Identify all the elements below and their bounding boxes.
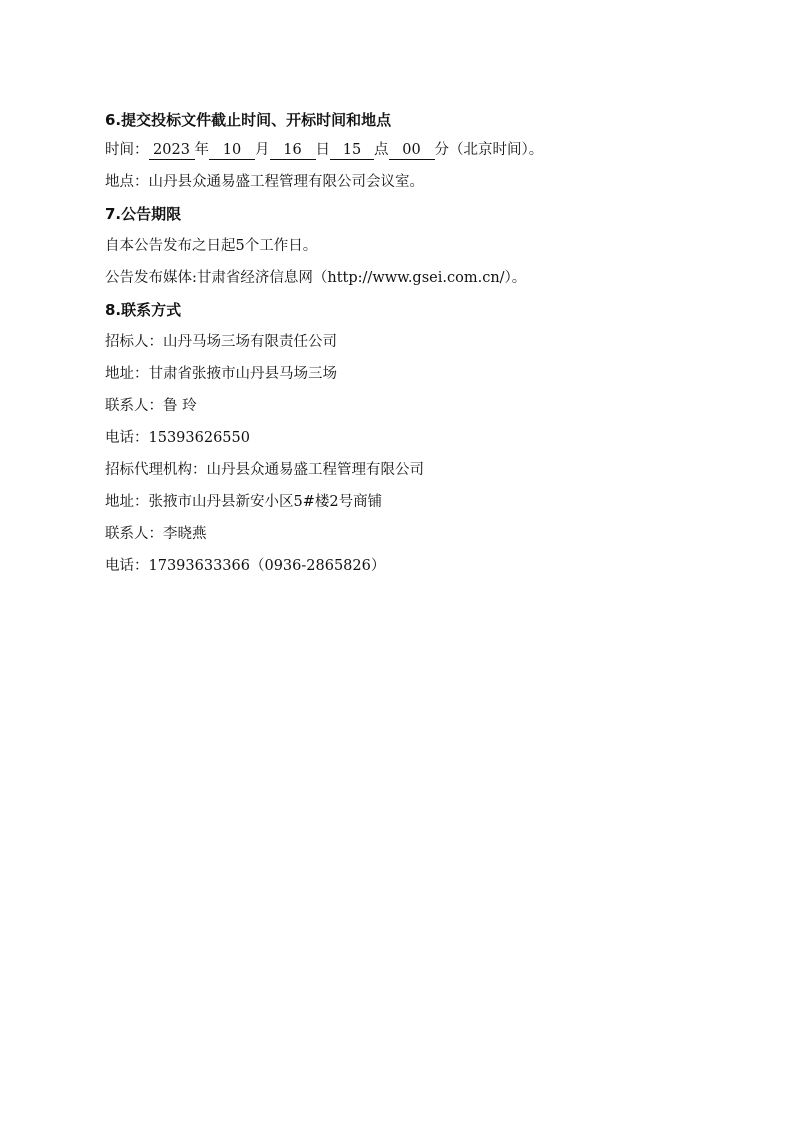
section-7-heading: 7.公告期限 [105,205,182,223]
section-6-heading: 6.提交投标文件截止时间、开标时间和地点 [105,111,392,129]
time-label: 时间： [105,142,149,158]
announcement-media-line: 公告发布媒体:甘肃省经济信息网（http://www.gsei.com.cn/）。 [105,270,527,286]
year-value: 2023 [149,142,195,160]
hour-unit: 点 [374,142,389,158]
deadline-time-line [105,134,705,166]
tenderer-line: 招标人：山丹马场三场有限责任公司 [105,334,337,350]
year-unit: 年 [194,142,209,158]
hour-value: 15 [330,142,374,160]
month-value: 10 [209,142,255,160]
agency-contact-line: 联系人：李晓燕 [105,526,207,542]
agency-line: 招标代理机构：山丹县众通易盛工程管理有限公司 [105,462,424,478]
agency-phone-line: 电话：17393633366（0936-2865826） [105,558,386,574]
minute-unit: 分（北京时间）。 [434,142,544,158]
section-8-heading: 8.联系方式 [105,301,182,319]
month-unit: 月 [255,142,270,158]
tenderer-contact-line: 联系人：鲁 玲 [105,398,197,414]
day-unit: 日 [315,142,330,158]
tenderer-phone-line: 电话：15393626550 [105,430,250,446]
tenderer-address-line: 地址：甘肃省张掖市山丹县马场三场 [105,366,337,382]
minute-value: 00 [389,142,435,160]
document-page [105,104,705,582]
agency-address-line: 地址：张掖市山丹县新安小区5#楼2号商铺 [105,494,383,510]
announcement-period-line: 自本公告发布之日起5个工作日。 [105,238,318,254]
location-line: 地点：山丹县众通易盛工程管理有限公司会议室。 [105,174,424,190]
day-value: 16 [270,142,316,160]
